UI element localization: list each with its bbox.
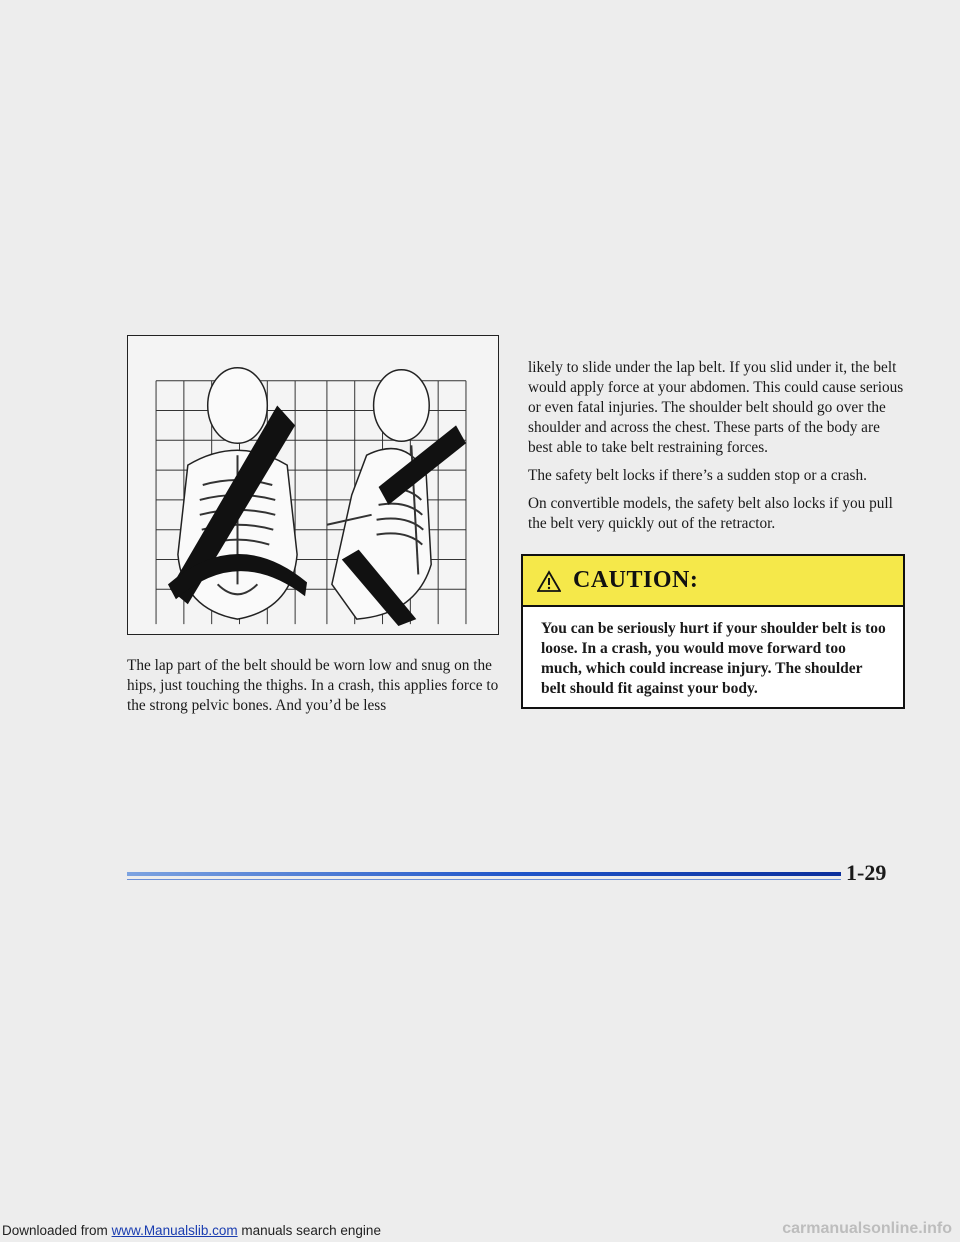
caution-title: CAUTION:: [573, 567, 699, 593]
page-number: 1-29: [846, 860, 887, 885]
body-paragraph: likely to slide under the lap belt. If you slid under it, the belt would apply force at your abdomen. This could cause serious or even fatal injuries. The shoulder belt should go over the shoulder and across the chest. These parts of the body are best able to take belt restraining forces.: [528, 359, 904, 456]
caution-box: [521, 554, 905, 709]
caution-text: You can be seriously hurt if your shoulder belt is too loose. In a crash, you would move forward too much, which could increase injury. The shoulder belt should fit against your body.: [541, 620, 886, 697]
warning-triangle-icon: [537, 570, 561, 592]
footer-rule: [127, 872, 841, 876]
footer-suffix: manuals search engine: [237, 1223, 381, 1238]
right-column: [528, 358, 908, 542]
caution-header: [523, 556, 903, 607]
seatbelt-skeleton-illustration: [127, 335, 499, 635]
body-paragraph: On convertible models, the safety belt also locks if you pull the belt very quickly out of the retractor.: [528, 495, 893, 532]
manualslib-link[interactable]: www.Manualslib.com: [111, 1223, 238, 1238]
watermark: carmanualsonline.info: [782, 1220, 952, 1237]
footer-rule-thin: [127, 879, 841, 880]
lap-belt-paragraph: The lap part of the belt should be worn low and snug on the hips, just touching the thighs. In a crash, this applies force to the strong pelvic bones. And you’d be less: [127, 657, 499, 714]
download-footer: [2, 1223, 381, 1238]
body-paragraph: The safety belt locks if there’s a sudden stop or a crash.: [528, 467, 867, 484]
footer-prefix: Downloaded from: [2, 1223, 112, 1238]
